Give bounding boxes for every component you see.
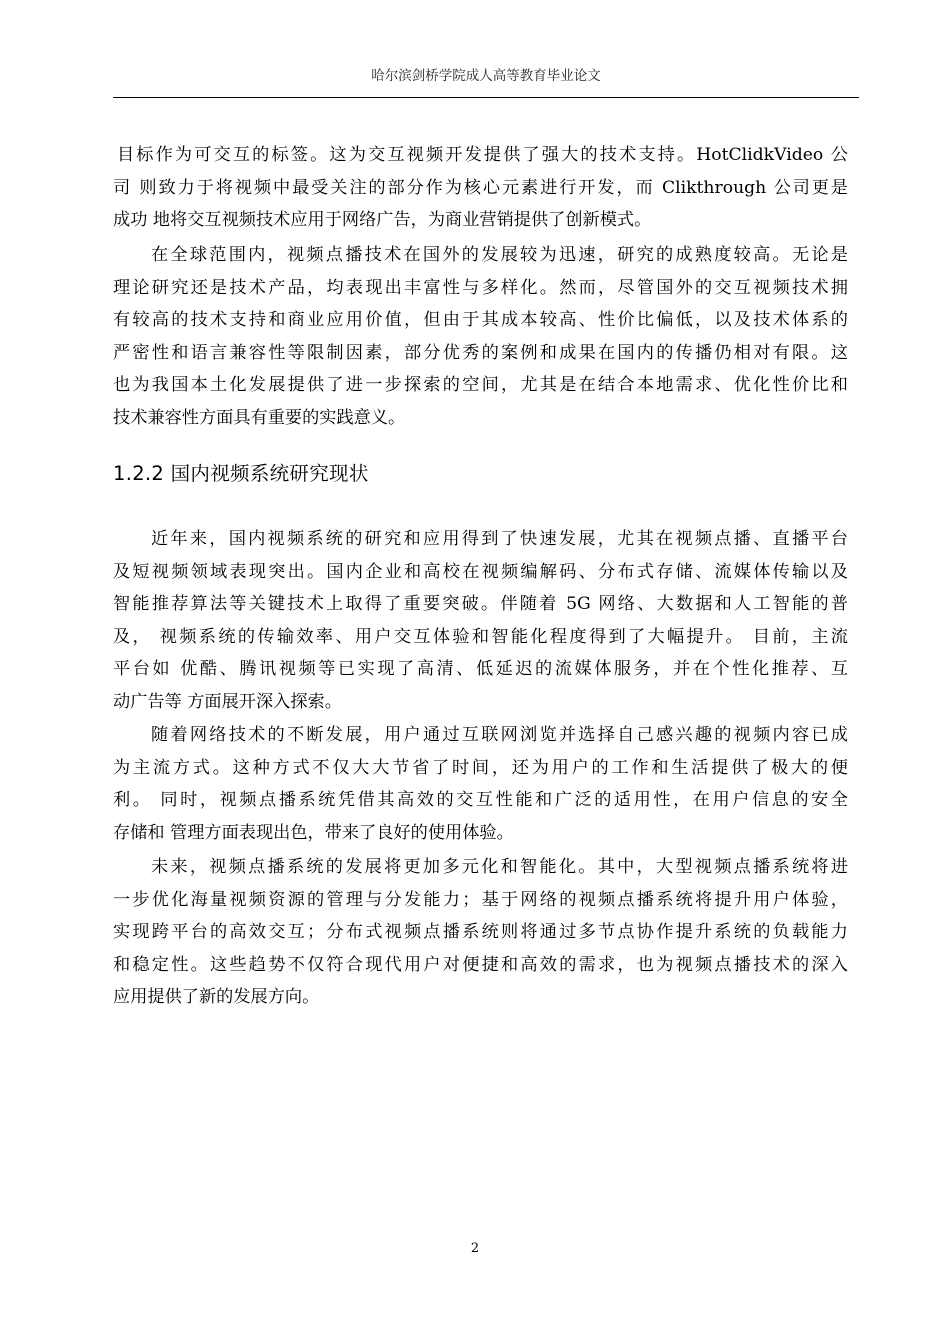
paragraph-line: 近年来，国内视频系统的研究和应用得到了快速发展，尤其在视频点播、直播平台	[151, 529, 848, 549]
paragraph-line: 目标作为可交互的标签。这为交互视频开发提供了强大的技术支持。HotClidkVideo 公	[117, 145, 848, 165]
paragraph-line: 动广告等 方面展开深入探索。	[113, 691, 342, 712]
paragraph-line: 存储和 管理方面表现出色，带来了良好的使用体验。	[113, 822, 514, 843]
paragraph-line: 理论研究还是技术产品，均表现出丰富性与多样化。然而，尽管国外的交互视频技术拥	[113, 277, 848, 298]
page-number: 2	[470, 1241, 480, 1256]
header-divider	[113, 97, 859, 98]
paragraph-line: 成功 地将交互视频技术应用于网络广告，为商业营销提供了创新模式。	[113, 210, 652, 230]
paragraph-line: 和稳定性。这些趋势不仅符合现代用户对便捷和高效的需求，也为视频点播技术的深入	[113, 954, 848, 975]
paragraph-continuation	[113, 139, 848, 237]
paragraph-line: 及短视频领域表现突出。国内企业和高校在视频编解码、分布式存储、流媒体传输以及	[113, 561, 848, 582]
paragraph-line: 平台如 优酷、腾讯视频等已实现了高清、低延迟的流媒体服务，并在个性化推荐、互	[113, 659, 848, 679]
paragraph-line: 应用提供了新的发展方向。	[113, 987, 320, 1007]
paragraph-domestic-status	[113, 523, 848, 718]
section-heading: 1.2.2 国内视频系统研究现状	[113, 462, 369, 485]
paragraph-line: 利。 同时，视频点播系统凭借其高效的交互性能和广泛的适用性，在用户信息的安全	[113, 790, 848, 810]
paragraph-line: 为主流方式。这种方式不仅大大节省了时间，还为用户的工作和生活提供了极大的便	[113, 757, 848, 778]
paragraph-future-trends	[113, 851, 848, 1014]
paragraph-line: 及， 视频系统的传输效率、用户交互体验和智能化程度得到了大幅提升。 目前，主流	[113, 626, 848, 647]
paragraph-foreign-status	[113, 239, 848, 434]
page-header-title: 哈尔滨剑桥学院成人高等教育毕业论文	[371, 68, 601, 84]
paragraph-line: 实现跨平台的高效交互；分布式视频点播系统则将通过多节点协作提升系统的负载能力	[113, 922, 848, 942]
paragraph-line: 一步优化海量视频资源的管理与分发能力；基于网络的视频点播系统将提升用户体验，	[113, 889, 848, 910]
paragraph-line: 随着网络技术的不断发展，用户通过互联网浏览并选择自己感兴趣的视频内容已成	[151, 725, 848, 745]
paragraph-line: 司 则致力于将视频中最受关注的部分作为核心元素进行开发，而 Clikthrough 公司更是	[113, 177, 848, 198]
paragraph-line: 未来，视频点播系统的发展将更加多元化和智能化。其中，大型视频点播系统将进	[151, 857, 848, 877]
paragraph-line: 严密性和语言兼容性等限制因素，部分优秀的案例和成果在国内的传播仍相对有限。这	[113, 342, 848, 363]
paragraph-line: 技术兼容性方面具有重要的实践意义。	[113, 407, 406, 428]
paragraph-line: 在全球范围内，视频点播技术在国外的发展较为迅速，研究的成熟度较高。无论是	[151, 245, 848, 265]
paragraph-user-experience	[113, 719, 848, 849]
paragraph-line: 有较高的技术支持和商业应用价值，但由于其成本较高、性价比偏低，以及技术体系的	[113, 310, 848, 330]
paragraph-line: 也为我国本土化发展提供了进一步探索的空间，尤其是在结合本地需求、优化性价比和	[113, 375, 848, 395]
paragraph-line: 智能推荐算法等关键技术上取得了重要突破。伴随着 5G 网络、大数据和人工智能的普	[113, 594, 848, 614]
